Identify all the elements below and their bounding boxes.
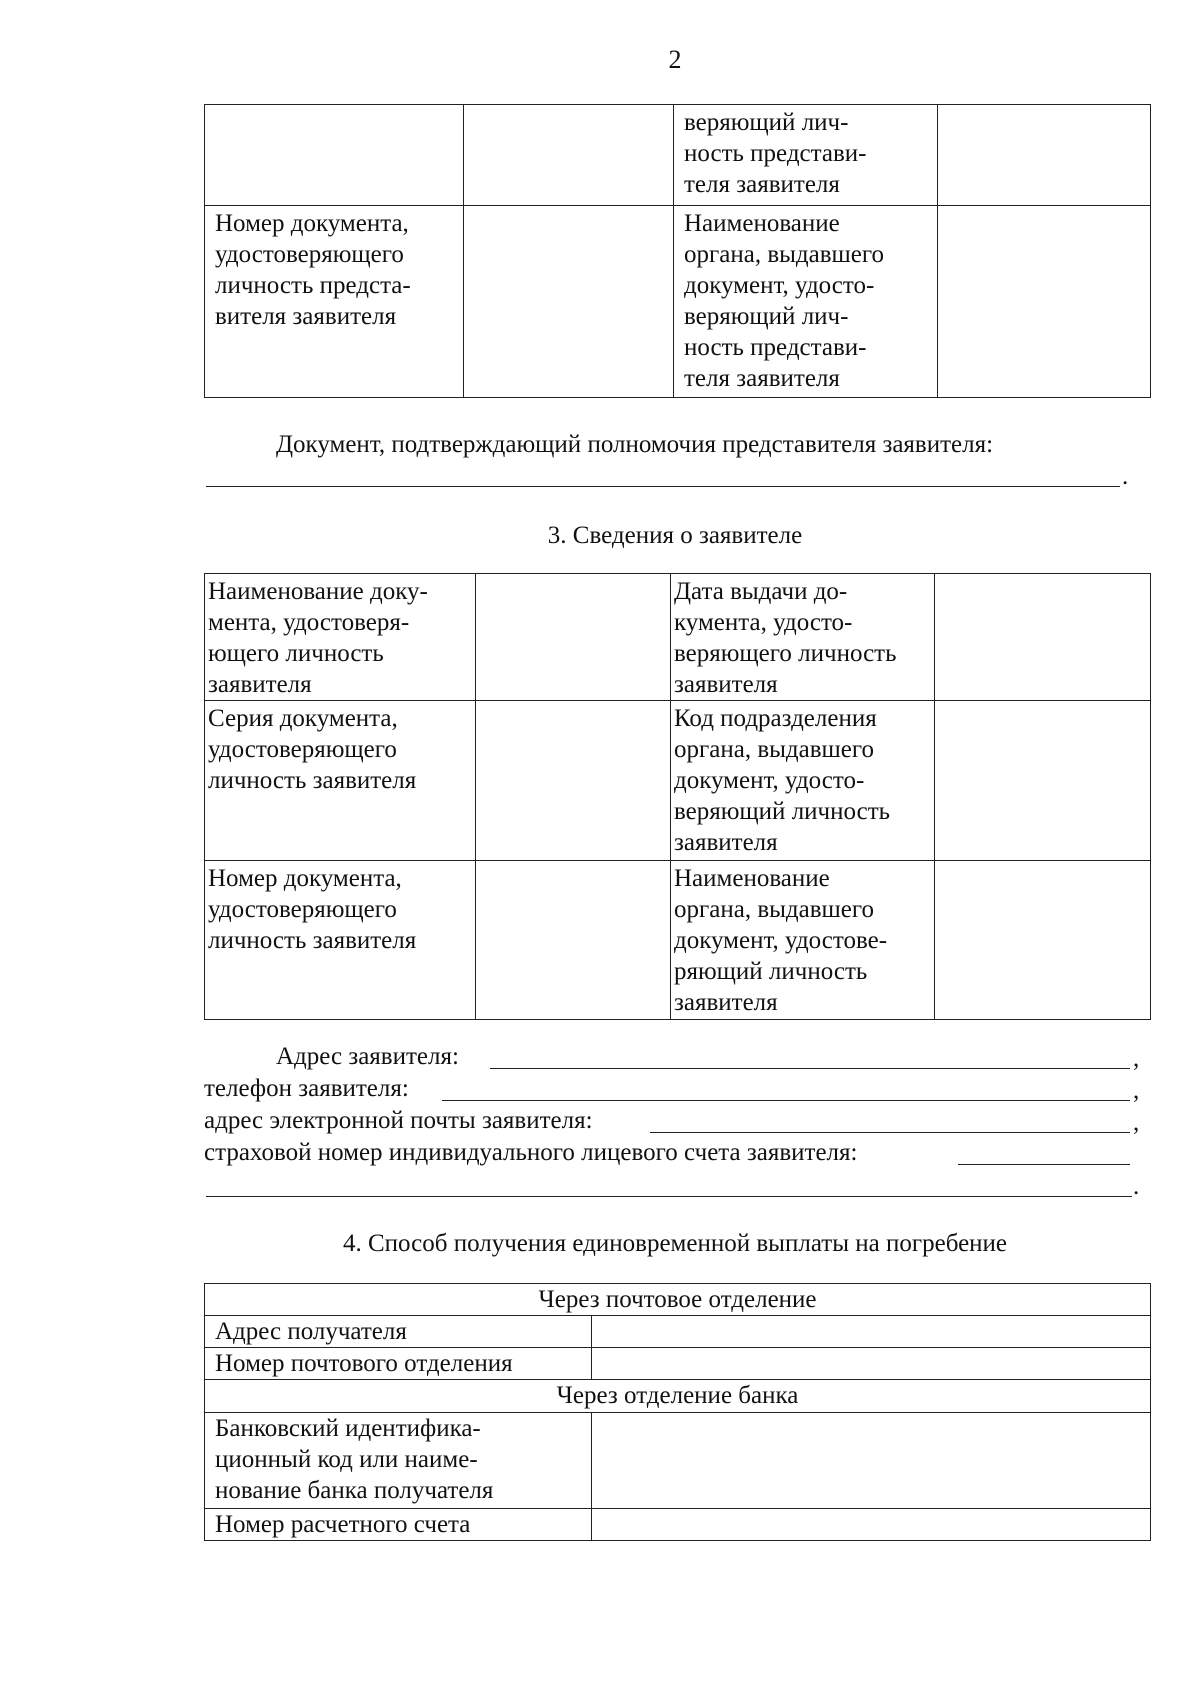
table-cell-input[interactable] (476, 574, 671, 701)
post-office-header: Через почтовое отделение (205, 1284, 1151, 1316)
snils-label: страховой номер индивидуального лицевого счета заявителя: (204, 1139, 858, 1166)
table-cell-input[interactable] (935, 861, 1151, 1020)
email-label: адрес электронной почты заявителя: (204, 1107, 593, 1134)
table-cell: Дата выдачи до- кумента, удосто- веряющего личность заявителя (671, 574, 935, 701)
period: . (1133, 1173, 1140, 1200)
table-cell: Наименование органа, выдавшего документ, удосто- веряющий лич- ность представи- теля заявителя (674, 206, 938, 398)
bank-header: Через отделение банка (205, 1380, 1151, 1413)
snils-field-continuation[interactable] (206, 1196, 1132, 1197)
table-cell (205, 105, 464, 206)
table-cell-input[interactable] (592, 1348, 1151, 1380)
table-cell: Код подразделения органа, выдавшего документ, удосто- веряющий личность заявителя (671, 701, 935, 861)
representative-document-table (204, 104, 1151, 398)
table-cell-input[interactable] (592, 1413, 1151, 1509)
table-cell: Номер расчетного счета (205, 1509, 592, 1541)
representative-document-label: Документ, подтверждающий полномочия представителя заявителя: (276, 431, 994, 458)
comma: , (1133, 1045, 1140, 1072)
table-cell-input[interactable] (464, 206, 674, 398)
phone-field[interactable] (442, 1100, 1130, 1101)
table-cell-input[interactable] (935, 701, 1151, 861)
table-cell: Адрес получателя (205, 1316, 592, 1348)
table-cell-input[interactable] (476, 701, 671, 861)
table-cell-input[interactable] (592, 1316, 1151, 1348)
table-cell: веряющий лич- ность представи- теля заявителя (674, 105, 938, 206)
table-cell-input[interactable] (938, 206, 1151, 398)
phone-label: телефон заявителя: (204, 1075, 409, 1102)
section3-title: 3. Сведения о заявителе (547, 522, 803, 549)
table-cell: Номер почтового отделения (205, 1348, 592, 1380)
page-number: 2 (668, 45, 682, 74)
table-cell-input[interactable] (476, 861, 671, 1020)
comma: , (1133, 1109, 1140, 1136)
table-cell: Серия документа, удостоверяющего личность заявителя (205, 701, 476, 861)
table-cell: Номер документа, удостоверяющего личность заявителя (205, 861, 476, 1020)
address-field[interactable] (490, 1068, 1130, 1069)
table-cell-input[interactable] (938, 105, 1151, 206)
email-field[interactable] (650, 1132, 1130, 1133)
table-cell: Банковский идентифика- ционный код или наиме- нование банка получателя (205, 1413, 592, 1509)
payment-method-table (204, 1283, 1151, 1541)
address-label: Адрес заявителя: (276, 1043, 459, 1070)
table-cell: Номер документа, удостоверяющего личность предста- вителя заявителя (205, 206, 464, 398)
snils-field[interactable] (958, 1164, 1130, 1165)
representative-document-field[interactable] (206, 486, 1120, 487)
section4-title: 4. Способ получения единовременной выплаты на погребение (342, 1230, 1008, 1257)
comma: , (1133, 1077, 1140, 1104)
table-cell-input[interactable] (464, 105, 674, 206)
period: . (1122, 463, 1129, 490)
applicant-document-table (204, 573, 1151, 1020)
table-cell-input[interactable] (592, 1509, 1151, 1541)
table-cell: Наименование доку- мента, удостоверя- ющего личность заявителя (205, 574, 476, 701)
table-cell: Наименование органа, выдавшего документ, удостове- ряющий личность заявителя (671, 861, 935, 1020)
table-cell-input[interactable] (935, 574, 1151, 701)
